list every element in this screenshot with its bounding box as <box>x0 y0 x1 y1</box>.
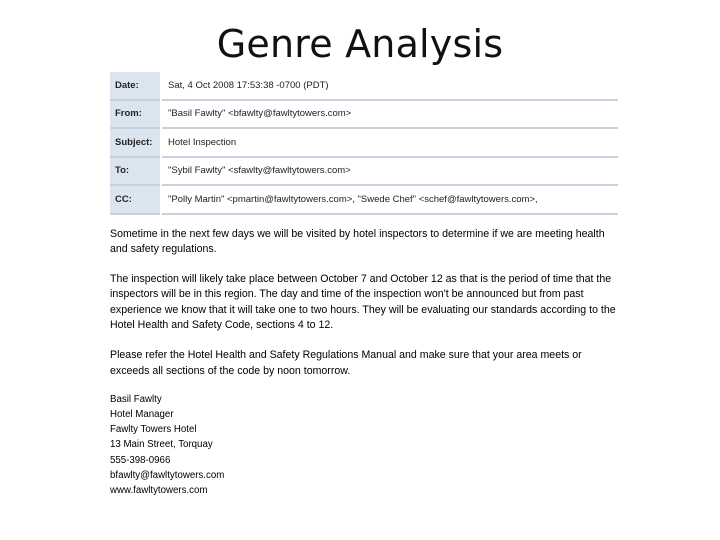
email-paragraph: The inspection will likely take place between October 7 and October 12 as that is the period of time that the inspectors will be in this region. The day and time of the inspection won't be announced but from past experience we know that it will take one to two hours. They will be evaluating our standards according to the Hotel Health and Safety Code, sections 4 to 12. <box>110 273 616 331</box>
signature-name: Basil Fawlty <box>110 393 162 405</box>
signature-website: www.fawltytowers.com <box>110 485 208 497</box>
header-row-cc <box>110 185 618 214</box>
signature-email: bfawlty@fawltytowers.com <box>110 469 225 481</box>
email-header-table <box>110 72 618 215</box>
email-signature <box>110 392 620 498</box>
header-value-subject: Hotel Inspection <box>168 136 237 148</box>
header-value-cc: "Polly Martin" <pmartin@fawltytowers.com>, "Swede Chef" <schef@fawltytowers.com>, <box>168 193 538 205</box>
header-row-to <box>110 157 618 186</box>
header-label-date: Date: <box>110 72 161 100</box>
email-body <box>110 227 620 379</box>
header-label-subject: Subject: <box>110 128 161 157</box>
header-label-from: From: <box>110 100 161 129</box>
signature-title: Hotel Manager <box>110 409 174 421</box>
email-paragraph: Sometime in the next few days we will be visited by hotel inspectors to determine if we are meeting health and safety regulations. <box>110 227 605 255</box>
header-row-date <box>110 72 618 100</box>
header-row-from <box>110 100 618 129</box>
header-value-to: "Sybil Fawlty" <sfawlty@fawltytowers.com> <box>168 165 351 177</box>
header-value-date: Sat, 4 Oct 2008 17:53:38 -0700 (PDT) <box>168 79 329 91</box>
header-label-cc: CC: <box>110 185 161 214</box>
slide-title: Genre Analysis <box>216 22 504 66</box>
signature-address: 13 Main Street, Torquay <box>110 439 213 451</box>
header-value-from: "Basil Fawlty" <bfawlty@fawltytowers.com> <box>168 108 352 120</box>
signature-phone: 555-398-0966 <box>110 454 171 466</box>
header-row-subject <box>110 128 618 157</box>
email-message <box>110 72 620 498</box>
signature-company: Fawlty Towers Hotel <box>110 424 197 436</box>
email-paragraph: Please refer the Hotel Health and Safety Regulations Manual and make sure that your area meets or exceeds all sections of the code by noon tomorrow. <box>110 349 582 377</box>
header-label-to: To: <box>110 157 161 186</box>
